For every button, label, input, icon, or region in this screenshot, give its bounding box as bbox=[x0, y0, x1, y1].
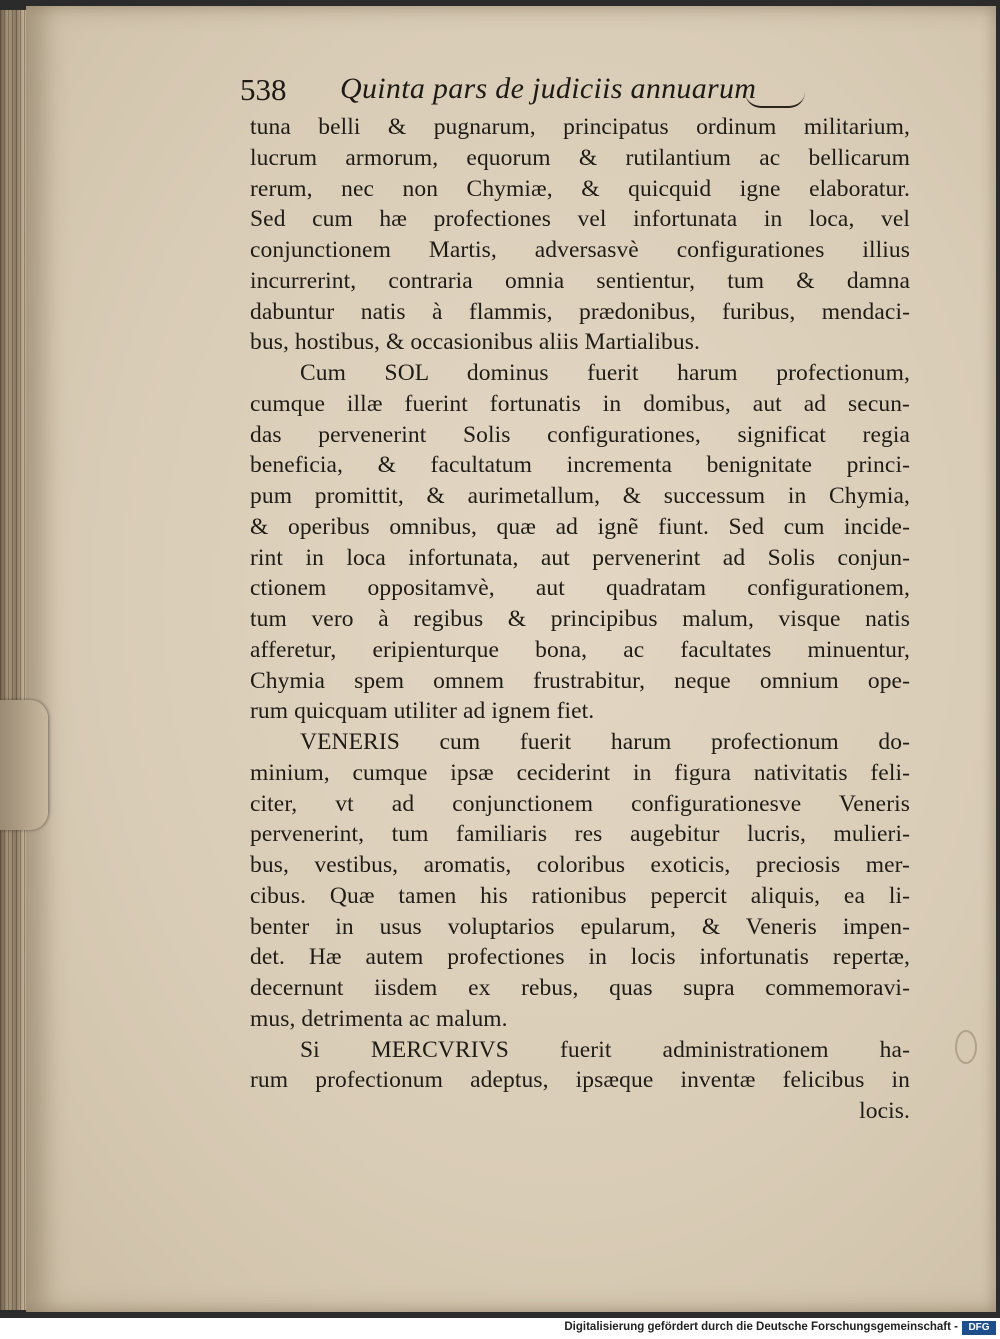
digitization-footer bbox=[0, 1318, 1000, 1339]
header-flourish bbox=[745, 92, 805, 108]
show-through-text bbox=[238, 1092, 398, 1120]
text-line: incurrerint, contraria omnia sentientur, tum & damna bbox=[250, 267, 910, 294]
text-line: beneficia, & facultatum incrementa benignitate princi- bbox=[250, 452, 910, 479]
text-line: Sed cum hæ profectiones vel infortunata in loca, vel bbox=[250, 206, 910, 233]
paragraph-start-sol: Cum SOL dominus fuerit harum profectionum, bbox=[300, 360, 910, 386]
text-line: citer, vt ad conjunctionem configurationesve Veneris bbox=[250, 790, 910, 817]
text-line: tuna belli & pugnarum, principatus ordinum militarium, bbox=[250, 114, 910, 140]
text-line: cibus. Quæ tamen his rationibus pepercit aliquis, ea li- bbox=[250, 882, 910, 909]
show-through-mark bbox=[410, 1088, 500, 1120]
text-line: pervenerint, tum familiaris res augebitur lucris, mulieri- bbox=[250, 821, 910, 848]
text-line: minium, cumque ipsæ ceciderint in figura nativitatis feli- bbox=[250, 759, 910, 786]
running-head: Quinta pars de judiciis annuarum bbox=[340, 72, 757, 105]
text-line: dabuntur natis à flammis, prædonibus, furibus, mendaci- bbox=[250, 298, 910, 325]
page-stain bbox=[955, 1030, 977, 1064]
page-number: 538 bbox=[240, 72, 287, 107]
text-line: mus, detrimenta ac malum. bbox=[250, 1005, 508, 1032]
catchword: locis. bbox=[859, 1098, 910, 1124]
text-line: decernunt iisdem ex rebus, quas supra commemoravi- bbox=[250, 975, 910, 1001]
page-header bbox=[240, 72, 810, 116]
text-line: rum profectionum adeptus, ipsæque inventæ felicibus in bbox=[250, 1067, 910, 1094]
text-line: lucrum armorum, equorum & rutilantium ac bellicarum bbox=[250, 144, 910, 171]
text-line: Chymia spem omnem frustrabitur, neque omnium ope- bbox=[250, 667, 910, 694]
text-line: tum vero à regibus & principibus malum, visque natis bbox=[250, 606, 910, 632]
footer-credit: Digitalisierung gefördert durch die Deutsche Forschungsgemeinschaft - bbox=[564, 1321, 958, 1333]
body-text bbox=[250, 112, 910, 1127]
text-line: ctionem oppositamvè, aut quadratam configurationem, bbox=[250, 575, 910, 602]
text-line: pum promittit, & aurimetallum, & successum in Chymia, bbox=[250, 483, 910, 509]
text-line: das pervenerint Solis configurationes, significat regia bbox=[250, 421, 910, 448]
text-line: det. Hæ autem profectiones in locis infortunatis repertæ, bbox=[250, 944, 910, 971]
text-line: cumque illæ fuerint fortunatis in domibus, aut ad secun- bbox=[250, 390, 910, 417]
text-line: rerum, nec non Chymiæ, & quicquid igne elaboratur. bbox=[250, 175, 910, 202]
text-line: bus, vestibus, aromatis, coloribus exoticis, preciosis mer- bbox=[250, 852, 910, 878]
text-line: & operibus omnibus, quæ ad ignẽ fiunt. Sed cum incide- bbox=[250, 513, 910, 540]
text-line: rint in loca infortunata, aut pervenerint ad Solis conjun- bbox=[250, 544, 910, 571]
paragraph-start-veneris: VENERIS cum fuerit harum profectionum do- bbox=[300, 729, 910, 755]
dfg-logo: DFG bbox=[962, 1321, 996, 1335]
page-clip-tab bbox=[0, 700, 48, 830]
text-line: rum quicquam utiliter ad ignem fiet. bbox=[250, 698, 595, 725]
text-line: bus, hostibus, & occasionibus aliis Martialibus. bbox=[250, 329, 700, 356]
text-line: afferetur, eripienturque bona, ac facultates minuentur, bbox=[250, 636, 910, 663]
text-line: conjunctionem Martis, adversasvè configurationes illius bbox=[250, 237, 910, 263]
paragraph-start-mercurius: Si MERCVRIVS fuerit administrationem ha- bbox=[300, 1036, 910, 1063]
text-line: benter in usus voluptarios epularum, & Veneris impen- bbox=[250, 913, 910, 940]
